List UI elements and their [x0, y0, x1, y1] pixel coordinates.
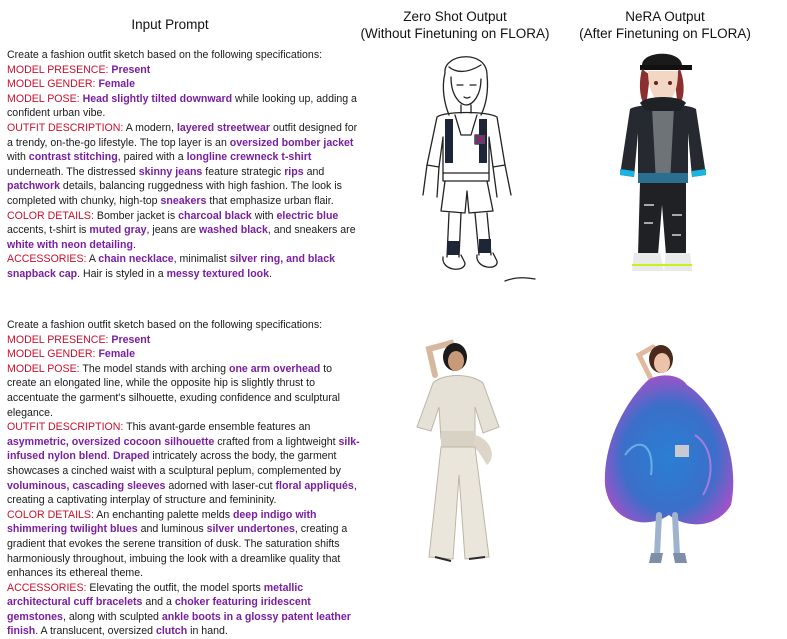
- outfit-keyword: patchwork: [7, 180, 60, 193]
- outfit-text: , paired with a: [117, 151, 187, 164]
- gender-value: Female: [98, 348, 135, 361]
- sketch-figure-lineart: [375, 45, 555, 290]
- color-text: , jeans are: [146, 224, 199, 237]
- outfit-text: intricately across the body, the garment showcases a cinched waist with a sculptural peplum, complemented by: [7, 450, 341, 477]
- color-keyword: washed black: [198, 224, 268, 237]
- outfit-text: , creating a captivating interplay of structure and femininity.: [7, 479, 357, 507]
- pose-keyword: one arm overhead: [228, 362, 321, 375]
- pose-text: The model stands with arching: [79, 362, 229, 375]
- presence-value: Present: [111, 63, 151, 76]
- gender-label: MODEL GENDER:: [7, 78, 96, 91]
- outfit-text: .: [107, 450, 113, 463]
- outfit-keyword: floral appliqués: [275, 479, 354, 492]
- outfit-keyword: rips: [284, 165, 304, 178]
- accessories-text: , along with sculpted: [62, 610, 162, 623]
- gender-label: MODEL GENDER:: [7, 348, 96, 361]
- outfit-text: details, balancing ruggedness with high fashion. The look is completed with chunky, high-top: [7, 180, 342, 207]
- prompt-1-accessories: [7, 252, 363, 281]
- color-text: and luminous: [137, 523, 207, 536]
- colored-streetwear-figure: [580, 45, 750, 290]
- outfit-text: This avant-garde ensemble features an: [123, 421, 311, 434]
- color-keyword: charcoal black: [178, 209, 252, 222]
- pose-text: while looking up, adding a confident urban vibe.: [7, 92, 357, 120]
- outfit-keyword: oversized bomber jacket: [229, 136, 354, 149]
- header-zero-shot-line2: (Without Finetuning on FLORA): [360, 26, 550, 41]
- accessories-text: .: [269, 267, 272, 280]
- color-keyword: white with neon detailing: [7, 238, 133, 251]
- header-zero-shot: [355, 8, 555, 42]
- color-text: An enchanting palette melds: [93, 508, 233, 521]
- color-text: .: [132, 238, 136, 251]
- outfit-keyword: layered streetwear: [176, 121, 270, 134]
- outfit-label: OUTFIT DESCRIPTION:: [7, 121, 124, 134]
- color-keyword: electric blue: [276, 209, 339, 222]
- color-label: COLOR DETAILS:: [7, 209, 94, 222]
- header-zero-shot-line1: Zero Shot Output: [403, 9, 507, 24]
- prompt-1-gender: [7, 77, 363, 92]
- prompt-2-color: [7, 508, 363, 581]
- outfit-keyword: silk-infused nylon blend: [7, 435, 360, 463]
- nera-streetwear-image: [580, 45, 750, 290]
- outfit-text: and: [303, 165, 325, 178]
- outfit-keyword: asymmetric, oversized cocoon silhouette: [7, 435, 215, 448]
- prompt-2-intro: Create a fashion outfit sketch based on the following specifications:: [7, 319, 323, 331]
- zero-shot-streetwear-image: [375, 45, 555, 290]
- color-text: , and sneakers are: [267, 224, 356, 237]
- header-nera-line1: NeRA Output: [625, 9, 705, 24]
- accessories-label: ACCESSORIES:: [7, 581, 87, 594]
- outfit-keyword: voluminous, cascading sleeves: [7, 479, 166, 492]
- header-input-prompt: [100, 16, 240, 33]
- nera-cocoon-image: [595, 335, 745, 570]
- outfit-keyword: contrast stitching: [28, 151, 118, 164]
- accessories-text: A: [86, 253, 99, 266]
- prompt-2: [7, 318, 363, 639]
- accessories-keyword: choker featuring iridescent gemstones: [7, 596, 311, 623]
- accessories-text: and a: [142, 596, 175, 609]
- outfit-text: A modern,: [123, 121, 177, 134]
- cream-outfit-figure: [395, 335, 525, 570]
- accessories-keyword: clutch: [155, 625, 188, 638]
- prompt-2-gender: [7, 347, 363, 362]
- color-text: , creating a gradient that evokes the serene transition of dusk. The saturation shifts harmoniously throughout, imbuing the look with a dreamlike quality that enhances its ethereal theme.: [7, 523, 348, 580]
- zero-shot-cocoon-image: [395, 335, 525, 570]
- pose-label: MODEL POSE:: [7, 362, 80, 375]
- accessories-text: . Hair is styled in a: [77, 267, 167, 280]
- accessories-keyword: messy textured look: [166, 267, 270, 280]
- pose-text: to create an elongated line, while the opposite hip is slightly thrust to accentuate the garment's silhouette, exuding confidence and sculptural elegance.: [7, 362, 340, 419]
- color-keyword: deep indigo with shimmering twilight blues: [7, 508, 317, 536]
- header-input-prompt-text: Input Prompt: [131, 17, 209, 32]
- color-keyword: muted gray: [89, 224, 147, 237]
- accessories-keyword: ankle boots in a glossy patent leather finish: [7, 610, 351, 638]
- color-text: accents, t-shirt is: [7, 224, 90, 237]
- accessories-keyword: metallic architectural cuff bracelets: [7, 581, 304, 609]
- accessories-keyword: chain necklace: [98, 253, 174, 266]
- header-nera: [565, 8, 765, 42]
- presence-label: MODEL PRESENCE:: [7, 333, 109, 346]
- accessories-text: . A translucent, oversized: [35, 625, 156, 638]
- gender-value: Female: [98, 78, 135, 91]
- outfit-text: underneath. The distressed: [7, 165, 139, 178]
- pose-label: MODEL POSE:: [7, 92, 80, 105]
- prompt-2-accessories: [7, 581, 363, 639]
- prompt-1-color: [7, 209, 363, 253]
- outfit-text: crafted from a lightweight: [214, 435, 339, 448]
- prompt-1-presence: [7, 63, 363, 78]
- outfit-text: with: [7, 151, 29, 164]
- outfit-keyword: Draped: [112, 450, 150, 463]
- color-text: Bomber jacket is: [93, 209, 179, 222]
- accessories-text: Elevating the outfit, the model sports: [86, 581, 264, 594]
- accessories-keyword: silver ring, and black snapback cap: [7, 253, 335, 280]
- outfit-text: that emphasize urban flair.: [206, 194, 334, 207]
- outfit-keyword: longline crewneck t-shirt: [186, 151, 312, 164]
- prompt-1-outfit: [7, 121, 363, 209]
- outfit-keyword: skinny jeans: [138, 165, 203, 178]
- prompt-2-presence: [7, 333, 363, 348]
- color-label: COLOR DETAILS:: [7, 508, 94, 521]
- prompt-2-outfit: [7, 420, 363, 508]
- outfit-keyword: sneakers: [160, 194, 207, 207]
- prompt-1-pose: [7, 92, 363, 121]
- blue-gown-figure: [595, 335, 745, 570]
- outfit-label: OUTFIT DESCRIPTION:: [7, 421, 124, 434]
- pose-keyword: Head slightly tilted downward: [82, 92, 233, 105]
- accessories-text: in hand.: [187, 625, 228, 638]
- header-nera-line2: (After Finetuning on FLORA): [579, 26, 751, 41]
- prompt-1-intro: Create a fashion outfit sketch based on the following specifications:: [7, 49, 323, 61]
- outfit-text: outfit designed for a trendy, on-the-go lifestyle. The top layer is an: [7, 121, 358, 149]
- color-text: with: [251, 209, 277, 222]
- accessories-text: , minimalist: [173, 253, 230, 266]
- prompt-1: [7, 48, 363, 282]
- presence-value: Present: [111, 333, 151, 346]
- presence-label: MODEL PRESENCE:: [7, 63, 109, 76]
- outfit-text: feature strategic: [202, 165, 285, 178]
- color-keyword: silver undertones: [206, 523, 295, 536]
- outfit-text: adorned with laser-cut: [165, 479, 276, 492]
- prompt-2-pose: [7, 362, 363, 420]
- accessories-label: ACCESSORIES:: [7, 253, 87, 266]
